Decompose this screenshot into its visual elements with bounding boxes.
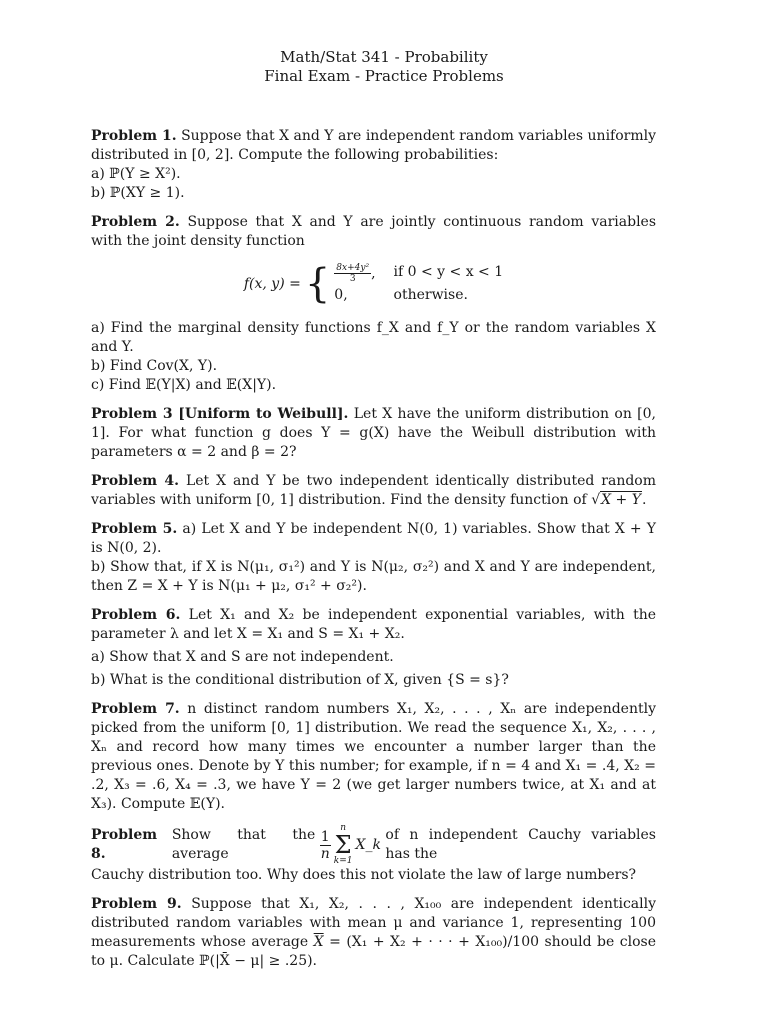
problem-text: Suppose that X₁, X₂, . . . , X₁₀₀ are independent identically distributed random variables with mean μ and variance 1, representing 100 measurements whose average (91, 896, 656, 950)
exam-title: Final Exam - Practice Problems (264, 67, 504, 85)
course-title: Math/Stat 341 - Probability (280, 48, 488, 66)
problem-part: a) ℙ(Y ≥ X²). (91, 166, 181, 182)
problem-title: Problem 9. (91, 896, 182, 912)
sum-lower-limit: k=1 (333, 856, 353, 866)
problem-text: Suppose that X and Y are jointly continuous random variables with the joint density function (91, 214, 657, 249)
case1-value: $\frac{\text{8x+4y²}}{3}$ , (336, 263, 376, 284)
problem-title: Problem 3 [Uniform to Weibull]. (91, 406, 349, 422)
problem-9 (91, 895, 656, 971)
sqrt-radicand: X + Y (601, 492, 641, 508)
problem-part: a) Find the marginal density functions f_X and f_Y or the random variables X and Y. (91, 320, 656, 355)
problem-part: a) Show that X and S are not independent. (91, 649, 394, 665)
problem-4 (91, 472, 656, 510)
problem-text: Let X₁ and X₂ be independent exponential variables, with the parameter λ and let X = X₁ and S = X₁ + X₂. (91, 607, 656, 642)
summation (334, 824, 353, 866)
density-numerator: 8x+4y² (336, 263, 370, 273)
density-denominator: 3 (349, 274, 356, 284)
problem-list (91, 127, 656, 981)
problem-tail: = (X₁ + X₂ + · · · + X₁₀₀)/100 should be close to μ. Calculate ℙ(|X̄ − μ| ≥ .25). (91, 934, 657, 969)
density-cases (334, 263, 503, 305)
problem-text: a) Let X and Y be independent N(0, 1) variables. Show that X + Y is N(0, 2). (91, 521, 657, 556)
problem-title: Problem 7. (91, 701, 180, 717)
problem-8 (91, 824, 656, 885)
problem-title: Problem 5. (91, 521, 178, 537)
cases-brace: { (304, 261, 331, 307)
problem-title: Problem 6. (91, 607, 181, 623)
problem-part: b) ℙ(XY ≥ 1). (91, 185, 185, 201)
problem-title: Problem 8. (91, 827, 158, 862)
problem-text-line2: Cauchy distribution too. Why does this not violate the law of large numbers? (91, 867, 637, 883)
problem-3 (91, 405, 656, 462)
problem-1 (91, 127, 656, 203)
problem-text: Let X have the uniform distribution on [0, 1]. For what function g does Y = g(X) have the Weibull distribution with parameters α = 2 and β = 2? (91, 406, 656, 460)
sigma-symbol: Σ (334, 831, 352, 859)
problem-2 (91, 213, 656, 395)
problem-text: Show that the average (171, 827, 316, 862)
problem-part: b) What is the conditional distribution of X, given {S = s}? (91, 672, 509, 688)
problem-part: c) Find 𝔼(Y|X) and 𝔼(X|Y). (91, 377, 277, 393)
case2-value: 0, (334, 287, 348, 303)
fraction-denominator: n (320, 845, 330, 862)
problem-title: Problem 4. (91, 473, 180, 489)
problem-title: Problem 2. (91, 214, 180, 230)
density-lhs: f(x, y) = (243, 275, 301, 292)
problem-6 (91, 606, 656, 690)
sample-mean: $\overline{X}$ (313, 934, 324, 950)
average-fraction (320, 829, 331, 862)
sqrt-expression: √X + Y (591, 492, 641, 508)
problem-text-cont: of n independent Cauchy variables has the (385, 827, 656, 862)
sum-upper-limit: n (340, 823, 347, 833)
problem-text: Suppose that X and Y are independent random variables uniformly distributed in [0, 2]. Compute the following probabilities: (91, 128, 657, 163)
case2-condition: otherwise. (393, 287, 468, 303)
sum-term: X_k (355, 836, 381, 853)
problem-title: Problem 1. (91, 128, 177, 144)
document-header (0, 48, 768, 86)
case1-condition: if 0 < y < x < 1 (393, 264, 504, 280)
problem-text: n distinct random numbers X₁, X₂, . . . , Xₙ are independently picked from the uniform [0, 1] distribution. We read the sequence X₁, X₂, . . . , Xₙ and record how many times we encounter a number larger than the previous ones. Denote by Y this number; for example, if n = 4 and X₁ = .4, X₂ = .2, X₃ = .6, X₄ = .3, we have Y = 2 (we get larger numbers twice, at X₁ and at X₃). Compute 𝔼(Y). (91, 701, 656, 812)
fraction-numerator: 1 (320, 828, 330, 845)
problem-tail: . (641, 492, 647, 508)
density-equation (91, 263, 656, 305)
problem-part: b) Find Cov(X, Y). (91, 358, 218, 374)
problem-text: Let X and Y be two independent identically distributed random variables with uniform [0, 1] distribution. Find the density function of (91, 473, 656, 508)
problem-part: b) Show that, if X is N(μ₁, σ₁²) and Y is N(μ₂, σ₂²) and X and Y are independent, then Z = X + Y is N(μ₁ + μ₂, σ₁² + σ₂²). (91, 559, 656, 594)
problem-5 (91, 520, 656, 596)
problem-7 (91, 700, 656, 814)
